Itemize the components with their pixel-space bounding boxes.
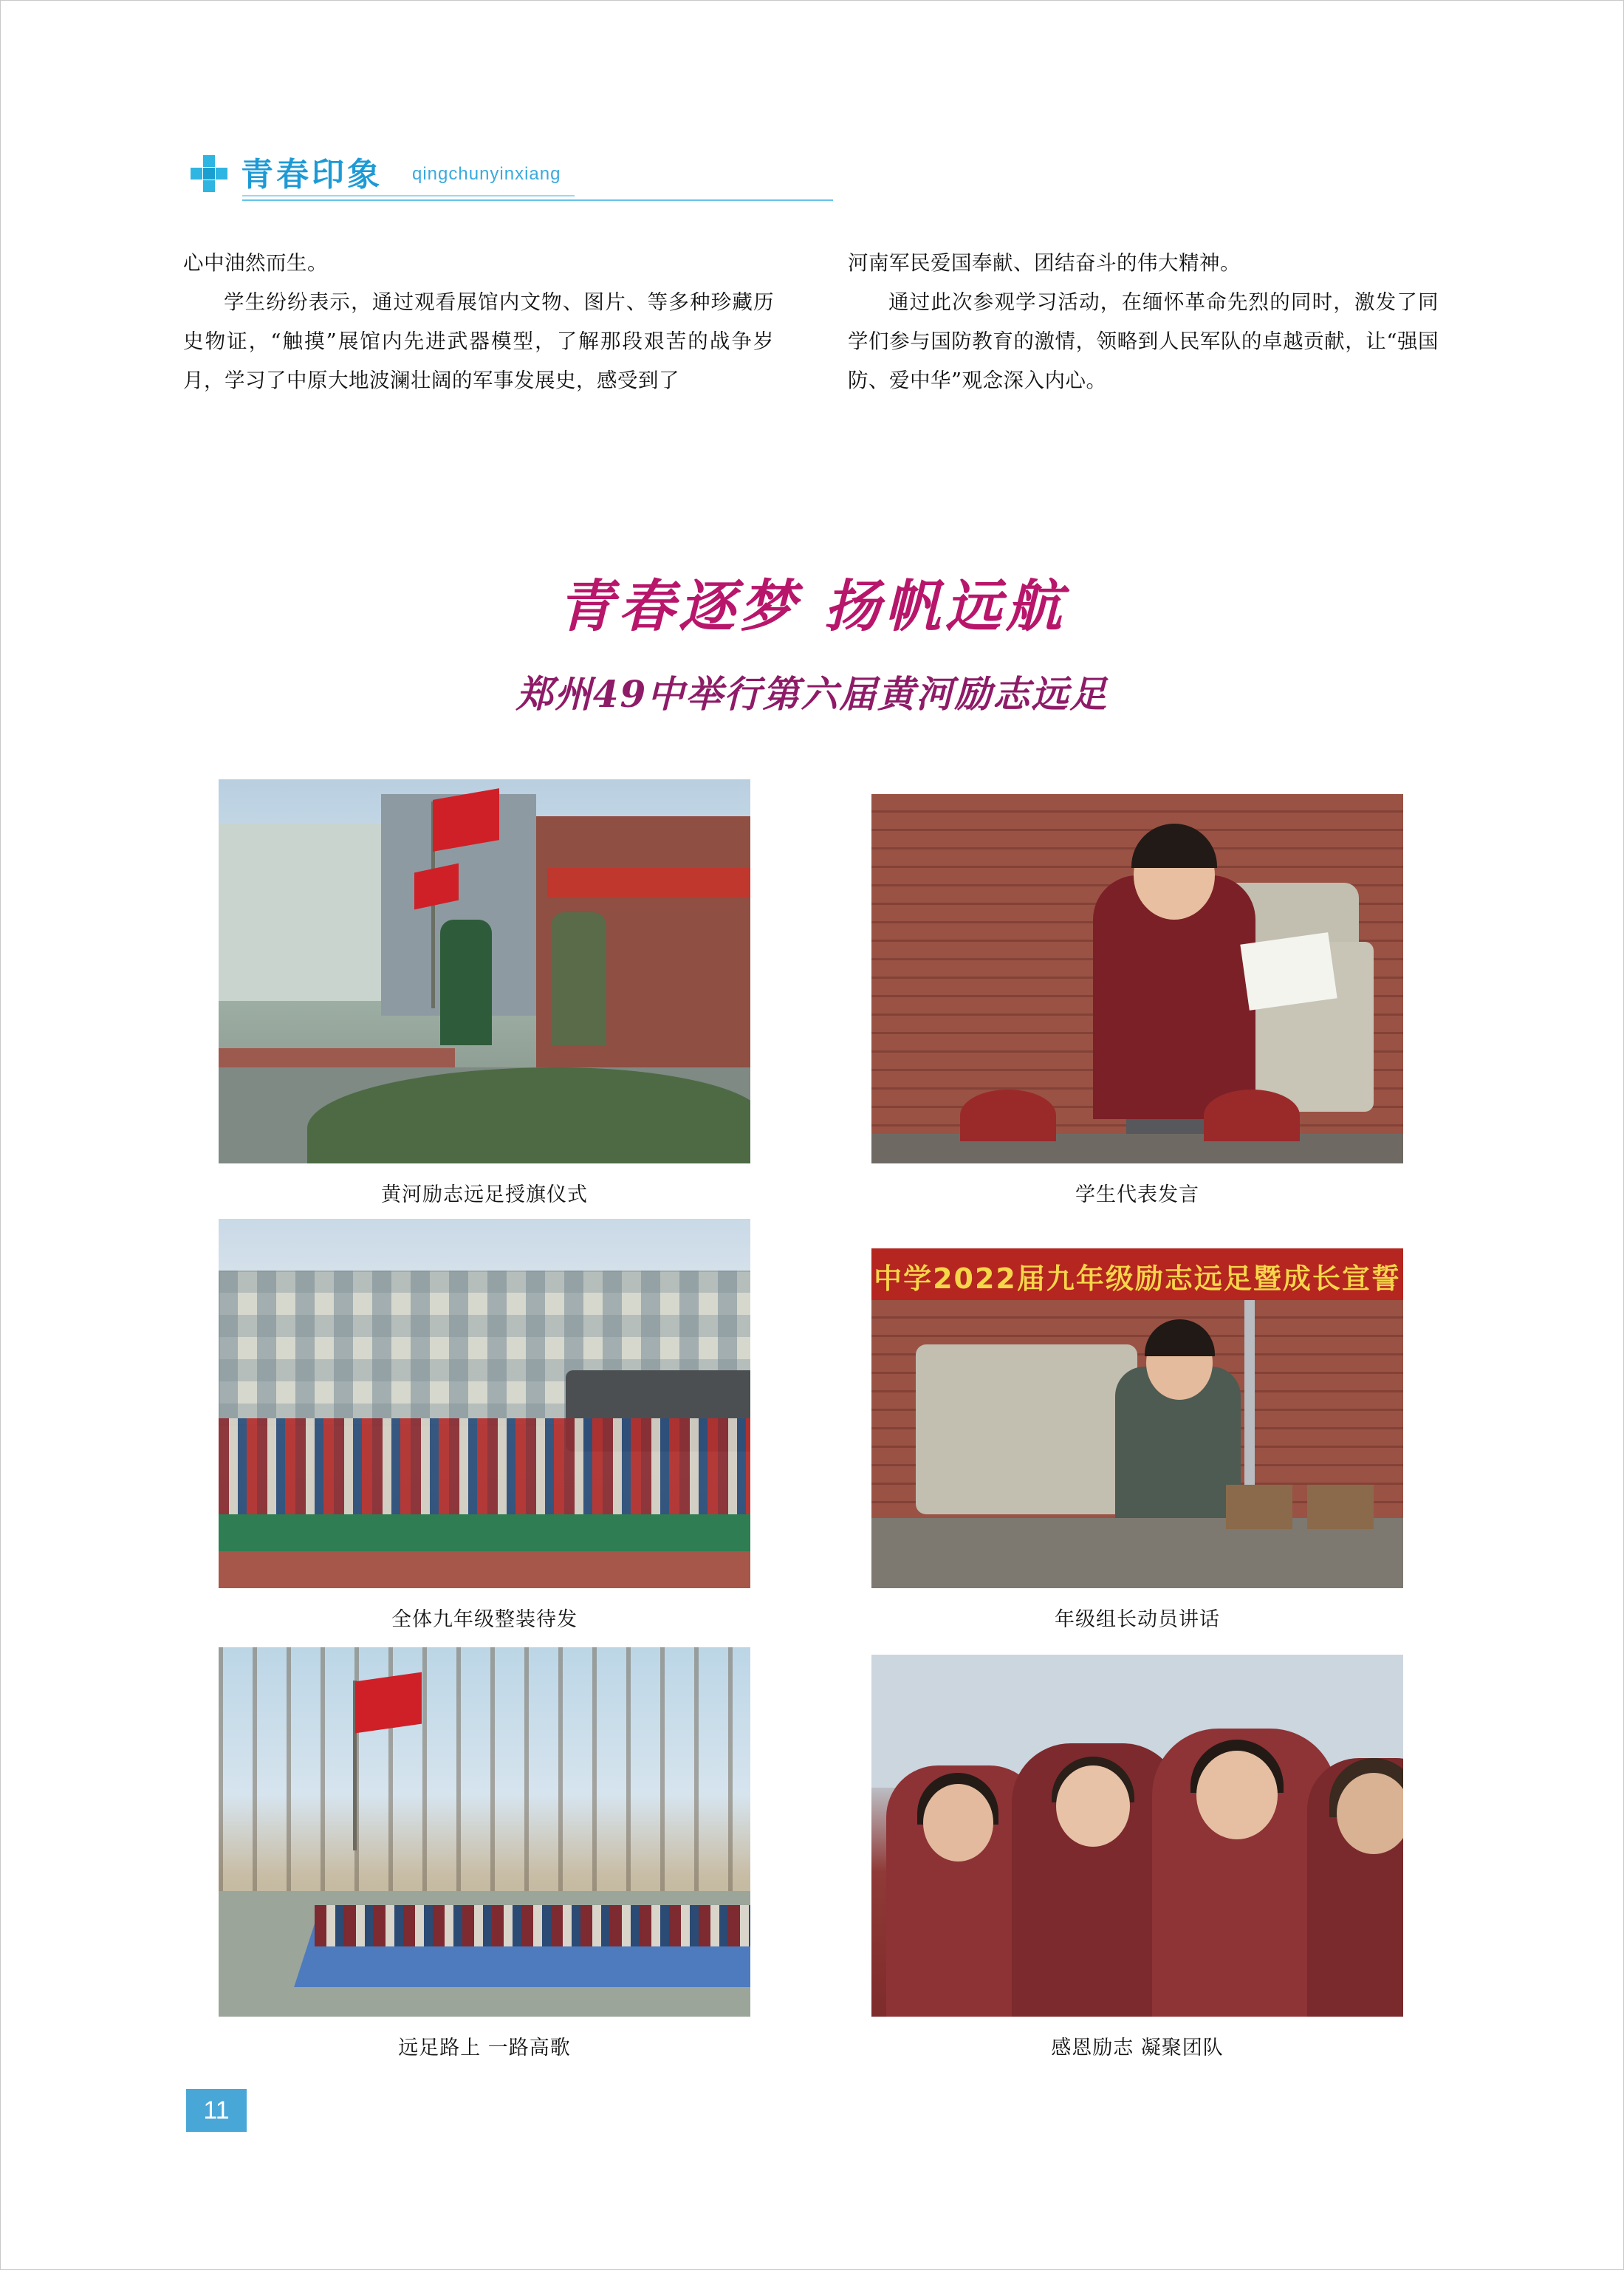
paragraph: 学生纷纷表示，通过观看展馆内文物、图片、等多种珍藏历史物证，“触摸”展馆内先进武器模型，了解那段艰苦的战争岁月，学习了中原大地波澜壮阔的军事发展史，感受到了 xyxy=(183,290,774,392)
photo-marching-on-the-road xyxy=(219,1647,750,2017)
article-sub-title: 郑州49中举行第六届黄河励志远足 xyxy=(515,672,1109,716)
photo-caption: 远足路上 一路高歌 xyxy=(398,2037,571,2059)
section-title-pinyin: qingchunyinxiang xyxy=(412,164,561,184)
paragraph: 河南军民爱国奉献、团结奋斗的伟大精神。 xyxy=(848,251,1241,275)
photo-caption: 学生代表发言 xyxy=(1075,1183,1199,1206)
photo-student-representative-speech xyxy=(871,794,1403,1163)
paragraph: 通过此次参观学习活动，在缅怀革命先烈的同时，激发了同学们参与国防教育的激情，领略到人民军队的卓越贡献，让“强国防、爱中华”观念深入内心。 xyxy=(848,290,1439,392)
header-rule xyxy=(242,199,833,201)
page-number: 11 xyxy=(186,2089,247,2132)
body-text-left-column xyxy=(183,244,774,400)
photo-caption: 全体九年级整装待发 xyxy=(391,1608,578,1631)
section-title: 青春印象 xyxy=(241,156,383,194)
photo-caption: 黄河励志远足授旗仪式 xyxy=(381,1183,588,1206)
photo-group-hug-team-spirit xyxy=(871,1655,1403,2017)
photo-caption: 感恩励志 凝聚团队 xyxy=(1051,2037,1224,2059)
photo-grade-leader-mobilization-speech xyxy=(871,1248,1403,1588)
photo-grade-nine-assembly xyxy=(219,1219,750,1588)
photo-flag-handover-ceremony xyxy=(219,779,750,1163)
paragraph: 心中油然而生。 xyxy=(183,251,328,275)
header-rule-short xyxy=(242,195,575,196)
article-main-title: 青春逐梦 扬帆远航 xyxy=(558,573,1066,639)
page-header xyxy=(191,148,796,219)
body-text-right-column xyxy=(848,244,1439,400)
photo-banner-text: 中学2022届九年级励志远足暨成长宣誓 xyxy=(874,1262,1401,1295)
flower-logo-icon xyxy=(191,155,227,192)
photo-caption: 年级组长动员讲话 xyxy=(1055,1608,1220,1631)
